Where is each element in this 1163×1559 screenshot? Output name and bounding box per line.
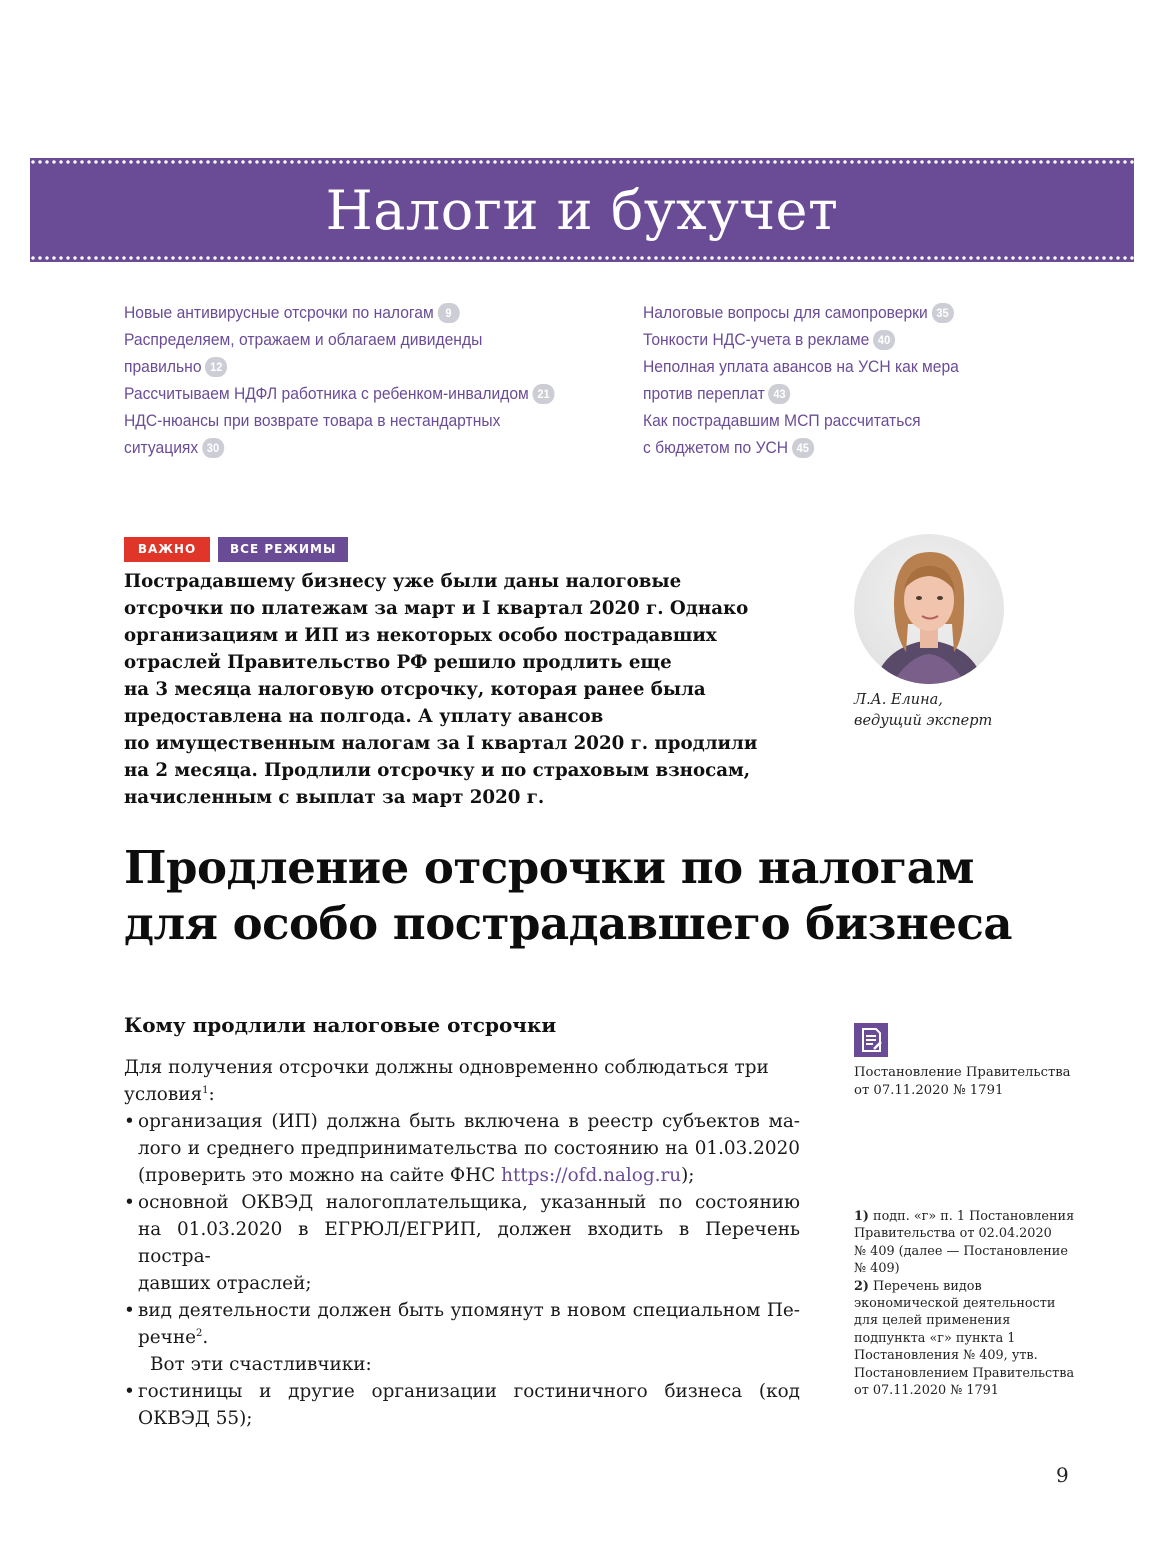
section-subheading: Кому продлили налоговые отсрочки	[124, 1013, 557, 1037]
section-title: Налоги и бухучет	[325, 178, 839, 242]
article-tags	[124, 537, 348, 562]
footnote-1: 1) подп. «г» п. 1 Постановления	[854, 1209, 1075, 1224]
page-badge: 9	[437, 303, 459, 323]
side-reference: Постановление Правительства от 07.11.2020 № 1791	[854, 1065, 1071, 1098]
author-name: Л.А. Елина,	[854, 692, 943, 708]
lead-paragraph: Пострадавшему бизнесу уже были даны налоговые отсрочки по платежам за март и I квартал 2020 г. Однако организациям и ИП из некоторых особо пострадавших отраслей Правительство РФ решило продлить еще на 3 месяца налоговую отсрочку, которая ранее была предоставлена на полгода. А уплату авансов по имущественным налогам за I квартал 2020 г. продлили на 2 месяца. Продлили отсрочку и по страховым взносам, начисленным с выплат за март 2020 г.	[124, 571, 758, 808]
toc-item[interactable]: Распределяем, отражаем и облагаем дивиденды правильно 12	[124, 330, 483, 376]
page-badge: 30	[202, 438, 224, 458]
footnotes: 1) подп. «г» п. 1 Постановления Правительства от 02.04.2020 № 409 (далее — Постановление № 409) 2) Перечень видов экономической деятельности для целей применения подпункта «г» пункта 1 Постановления № 409, утв. Постановлением Правительства от 07.11.2020 № 1791	[854, 1209, 1075, 1399]
footnote-ref[interactable]: 1	[202, 1085, 209, 1096]
page-badge: 43	[768, 384, 790, 404]
article-headline: Продление отсрочки по налогам для особо пострадавшего бизнеса	[124, 841, 1013, 950]
fns-link[interactable]: https://ofd.nalog.ru	[501, 1165, 682, 1186]
footnote-ref[interactable]: 2	[195, 1328, 203, 1339]
footnote-2: 2) Перечень видов	[854, 1278, 982, 1294]
toc-left-column	[124, 299, 602, 461]
toc-item[interactable]: Новые антивирусные отсрочки по налогам 9	[124, 299, 602, 326]
toc-item[interactable]: НДС-нюансы при возврате товара в нестандартных ситуациях 30	[124, 411, 501, 457]
tag-regime: ВСЕ РЕЖИМЫ	[218, 537, 348, 562]
author-photo	[854, 534, 1004, 684]
author-role: ведущий эксперт	[854, 713, 993, 729]
intro-paragraph: Для получения отсрочки должны одновременно соблюдаться три условия$^1$:	[124, 1057, 769, 1105]
toc-item[interactable]: Как пострадавшим МСП рассчитаться с бюджетом по УСН 45	[643, 411, 921, 457]
toc-item[interactable]: Неполная уплата авансов на УСН как мера против переплат 43	[643, 357, 959, 403]
page-number: 9	[1056, 1463, 1069, 1487]
list-item: • организация (ИП) должна быть включена в реестр субъектов ма- лого и среднего предпринимательства по состоянию на 01.03.2020 (проверить это можно на сайте ФНС https://ofd.nalog.ru);	[124, 1108, 800, 1189]
toc-right-column	[643, 299, 1011, 461]
toc-item[interactable]: Рассчитываем НДФЛ работника с ребенком-инвалидом 21	[124, 380, 602, 407]
page-badge: 35	[931, 303, 953, 323]
document-icon	[854, 1023, 888, 1057]
toc-item[interactable]: Налоговые вопросы для самопроверки 35	[643, 299, 1011, 326]
list-item: • основной ОКВЭД налогоплательщика, указанный по состоянию на 01.03.2020 в ЕГРЮЛ/ЕГРИП, должен входить в Перечень постра- давших отраслей;	[124, 1189, 800, 1297]
author-portrait-illustration	[854, 534, 1004, 684]
article-body	[124, 1054, 800, 1432]
tag-important: ВАЖНО	[124, 537, 210, 562]
page-badge: 21	[533, 384, 555, 404]
list-item: • гостиницы и другие организации гостиничного бизнеса (код ОКВЭД 55);	[124, 1378, 800, 1432]
page-badge: 45	[792, 438, 814, 458]
section-banner	[30, 158, 1134, 262]
page-badge: 40	[873, 330, 895, 350]
lucky-paragraph: Вот эти счастливчики:	[150, 1354, 372, 1375]
list-item: • вид деятельности должен быть упомянут в новом специальном Пе- речне$^2$.	[124, 1297, 800, 1351]
page-badge: 12	[205, 357, 227, 377]
toc-item[interactable]: Тонкости НДС-учета в рекламе 40	[643, 326, 1011, 353]
author-caption	[854, 690, 992, 732]
